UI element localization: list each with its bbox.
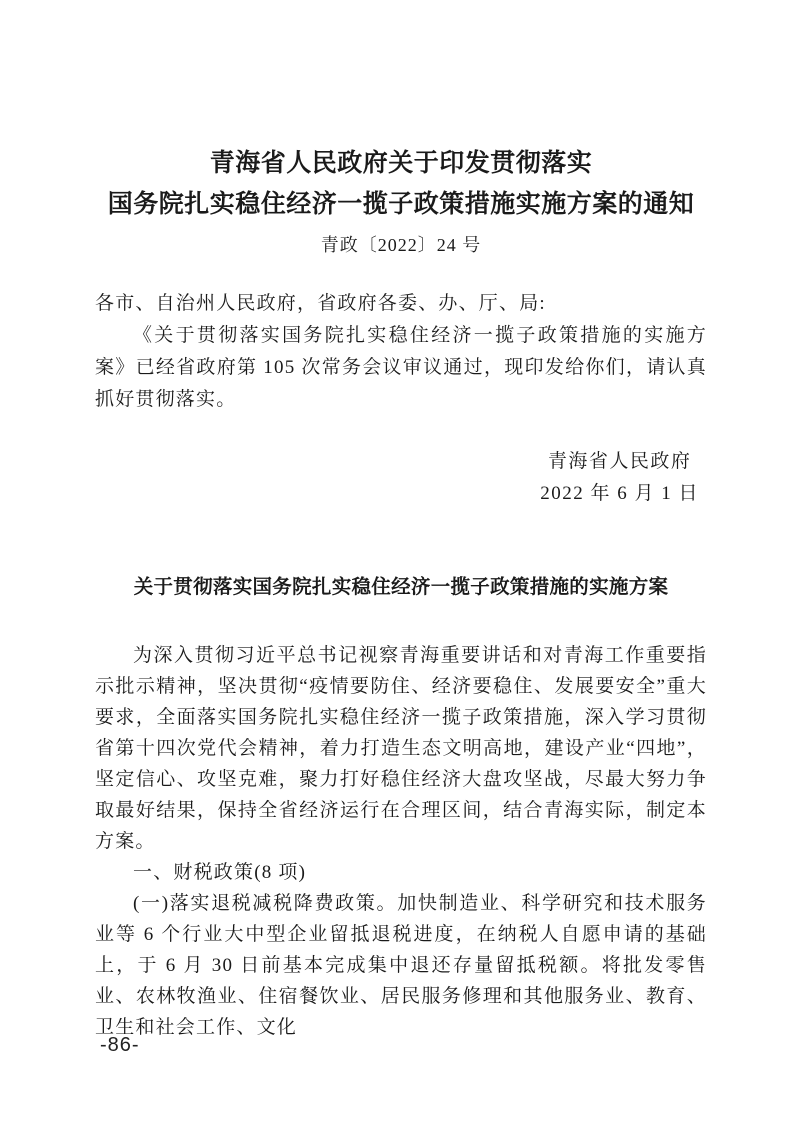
- signature-block: [95, 446, 699, 510]
- notice-salutation: 各市、自治州人民政府，省政府各委、办、厅、局:: [95, 293, 546, 314]
- page-number: -86-: [100, 1034, 140, 1056]
- plan-paragraph-tax-rebate: (一)落实退税减税降费政策。加快制造业、科学研究和技术服务业等 6 个行业大中型企业留抵退税进度，在纳税人自愿申请的基础上，于 6 月 30 日前基本完成集中退还存量留抵税额。将批发零售业、农林牧渔业、住宿餐饮业、居民服务修理和其他服务业、教育、卫生和社会工作、文化: [95, 893, 707, 1038]
- signature-organization: 青海省人民政府: [547, 451, 692, 472]
- document-number: 青政〔2022〕24 号: [320, 235, 482, 255]
- document-title-line2: 国务院扎实稳住经济一揽子政策措施实施方案的通知: [107, 191, 695, 218]
- document-content: [95, 0, 707, 1043]
- plan-section-heading-fiscal-policy: 一、财税政策(8 项): [133, 862, 307, 883]
- notice-body-paragraph: 《关于贯彻落实国务院扎实稳住经济一揽子政策措施的实施方案》已经省政府第 105 次常务会议审议通过，现印发给你们，请认真抓好贯彻落实。: [95, 325, 707, 410]
- plan-paragraph-intro: 为深入贯彻习近平总书记视察青海重要讲话和对青海工作重要指示批示精神，坚决贯彻“疫情要防住、经济要稳住、发展要安全”重大要求，全面落实国务院扎实稳住经济一揽子政策措施，深入学习贯彻省第十四次党代会精神，着力打造生态文明高地，建设产业“四地”，坚定信心、攻坚克难，聚力打好稳住经济大盘攻坚战，尽最大努力争取最好结果，保持全省经济运行在合理区间，结合青海实际，制定本方案。: [95, 645, 707, 852]
- signature-date: 2022 年 6 月 1 日: [540, 483, 699, 504]
- plan-title: 关于贯彻落实国务院扎实稳住经济一揽子政策措施的实施方案: [133, 577, 669, 598]
- plan-body: [95, 640, 707, 1043]
- signature-inner: [540, 446, 699, 510]
- document-title-line1: 青海省人民政府关于印发贯彻落实: [209, 150, 593, 177]
